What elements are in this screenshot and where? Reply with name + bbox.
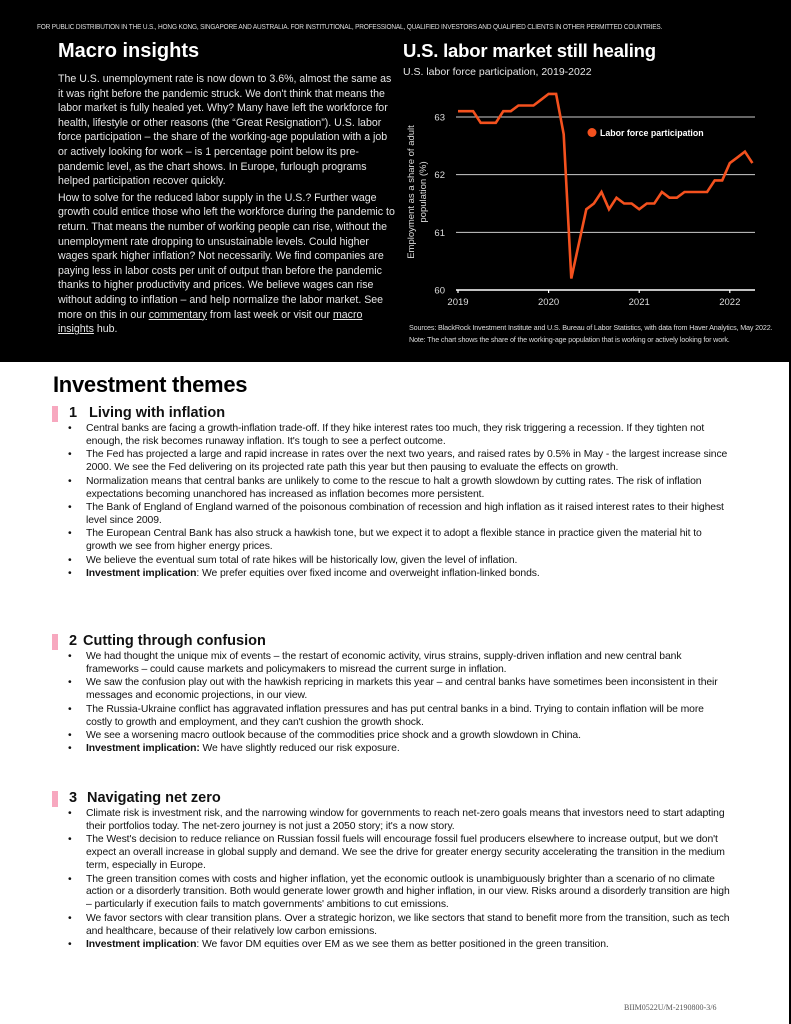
theme-bullet-list bbox=[68, 808, 732, 952]
bullet-icon: • bbox=[68, 873, 72, 885]
chart-title: U.S. labor market still healing bbox=[403, 40, 656, 61]
macro-paragraph-2-text: How to solve for the reduced labor supply in the U.S.? Further wage growth could entice those who left the workforce during the pandemic to return. That means the number of working people can rise, without the unemployment rate dropping to unsustainable levels. Could higher wages spark higher inflation? Not necessarily. We find companies are paying less in labor costs per unit of output than before the pandemic thanks to higher productivity and prices. We believe wages can rise without adding to inflation – and help normalize the labor market. See more on this in our bbox=[58, 191, 395, 321]
bullet-text: The European Central Bank has also struck a hawkish tone, but we expect it to adopt a flexible stance in practice given the material hit to growth we see from higher energy prices. bbox=[86, 528, 702, 553]
theme-bullet-item bbox=[68, 651, 732, 677]
bullet-bold-label: Investment implication bbox=[86, 939, 197, 951]
theme-name: Navigating net zero bbox=[87, 790, 221, 806]
bullet-icon: • bbox=[68, 743, 72, 755]
bullet-text: The Bank of England of England warned of the poisonous combination of recession and high inflation as it raised interest rates to their highest level since 2009. bbox=[86, 501, 724, 526]
bullet-text: The Russia-Ukraine conflict has aggravated inflation pressures and has put central banks in a bind. Trying to contain inflation will be more costly to growth and employment, and they can't cushion the growth shock. bbox=[86, 703, 704, 728]
chart-y-tick-label: 60 bbox=[434, 285, 445, 297]
bullet-text: We believe the eventual sum total of rate hikes will be historically low, given the level of inflation. bbox=[86, 554, 518, 566]
theme-accent-bar bbox=[52, 406, 58, 422]
chart-legend bbox=[588, 128, 704, 138]
chart-y-tick-label: 63 bbox=[434, 112, 445, 124]
theme-section bbox=[52, 790, 732, 952]
theme-bullet-item bbox=[68, 528, 732, 554]
bullet-icon: • bbox=[68, 912, 72, 924]
theme-bullet-item bbox=[68, 743, 732, 756]
bullet-icon: • bbox=[68, 651, 72, 662]
theme-bullet-item bbox=[68, 449, 732, 475]
bullet-icon: • bbox=[68, 501, 72, 513]
theme-bullet-list bbox=[68, 651, 732, 756]
chart-y-tick-label: 61 bbox=[434, 227, 445, 239]
chart-y-tick-label: 62 bbox=[434, 170, 445, 182]
investment-themes-title: Investment themes bbox=[53, 372, 248, 397]
theme-heading bbox=[52, 633, 732, 651]
bullet-icon: • bbox=[68, 423, 72, 434]
theme-accent-bar bbox=[52, 791, 58, 807]
bullet-icon: • bbox=[68, 808, 72, 819]
macro-paragraph-2-end: hub. bbox=[93, 323, 118, 336]
bullet-text: We see a worsening macro outlook because of the commodities price shock and a growth slowdown in China. bbox=[86, 729, 581, 741]
chart-x-tick-label: 2021 bbox=[628, 297, 650, 308]
theme-bullet-item bbox=[68, 730, 732, 743]
theme-bullet-item bbox=[68, 939, 732, 952]
theme-number: 1 bbox=[69, 405, 78, 421]
bullet-icon: • bbox=[68, 449, 72, 461]
macro-paragraph-1: The U.S. unemployment rate is now down to 3.6%, almost the same as it was right before the pandemic struck. We don't think that means the labor market is fully healed yet. Why? Many have left the workforce for health, lifestyle or other reasons (the “Great Resignation”). U.S. labor force participation – the share of the working-age population with a job or actively looking for work – is 1 percentage point below its pre-pandemic level, as the chart shows. In Europe, furlough programs helped participation recover quickly. bbox=[58, 73, 392, 188]
theme-bullet-item bbox=[68, 423, 732, 449]
bullet-icon: • bbox=[68, 567, 72, 579]
bullet-icon: • bbox=[68, 834, 72, 846]
chart-x-tick-label: 2020 bbox=[538, 297, 560, 308]
chart-y-axis-label-line2: population (%) bbox=[418, 161, 429, 223]
theme-bullet-item bbox=[68, 834, 732, 873]
theme-bullet-item bbox=[68, 677, 732, 703]
bullet-text: Central banks are facing a growth-inflation trade-off. If they hike interest rates too much, they risk triggering a recession. If they tighten not enough, the risk becomes runaway inflation. It's tough to see a perfect outcome. bbox=[86, 423, 705, 447]
bullet-text: Normalization means that central banks are unlikely to come to the rescue to halt a growth slowdown by cutting rates. The risk of inflation expectations becoming unanchored has increased as inflation becomes more persistent. bbox=[86, 475, 702, 500]
legend-marker-icon bbox=[588, 128, 597, 137]
chart-x-tick-label: 2019 bbox=[447, 297, 469, 308]
bullet-icon: • bbox=[68, 729, 72, 741]
chart-series-line bbox=[458, 94, 752, 279]
bullet-text: The West's decision to reduce reliance on Russian fossil fuels will encourage fossil fuel producers elsewhere to increase output, but we don't expect an overall increase in global supply and demand. We see the drive for greater energy security accelerating the transition in the medium term, especially in Europe. bbox=[86, 834, 725, 872]
distribution-disclaimer: FOR PUBLIC DISTRIBUTION IN THE U.S., HONG KONG, SINGAPORE AND AUSTRALIA. FOR INSTITUTIONAL, PROFESSIONAL, QUALIFIED INVESTORS AND QUALIFIED CLIENTS IN OTHER PERMITTED COUNTRIES. bbox=[37, 24, 663, 31]
bullet-text: We favor sectors with clear transition plans. Over a strategic horizon, we like sectors that stand to benefit more from the transition, such as tech and healthcare, because of their relatively low carbon emissions. bbox=[86, 912, 730, 937]
theme-bullet-list bbox=[68, 423, 732, 581]
theme-heading bbox=[52, 405, 732, 423]
bullet-bold-label: Investment implication: bbox=[86, 743, 200, 755]
bullet-text: We saw the confusion play out with the hawkish repricing in markets this year – and central banks have sometimes been inconsistent in their messages and economic projections, in our view. bbox=[86, 677, 718, 702]
theme-accent-bar bbox=[52, 634, 58, 650]
theme-section bbox=[52, 405, 732, 581]
theme-bullet-item bbox=[68, 874, 732, 913]
theme-number: 2 bbox=[69, 633, 78, 649]
theme-section bbox=[52, 633, 732, 757]
bullet-text: : We prefer equities over fixed income and overweight inflation-linked bonds. bbox=[196, 567, 540, 579]
chart-subtitle: U.S. labor force participation, 2019-2022 bbox=[403, 66, 592, 78]
bullet-text: Climate risk is investment risk, and the narrowing window for governments to reach net-zero goals means that investors need to start adapting their portfolios today. The net-zero journey is not just a 2050 story; it's a now story. bbox=[86, 808, 725, 832]
theme-name: Living with inflation bbox=[89, 405, 226, 421]
bullet-text: We had thought the unique mix of events – the restart of economic activity, virus strains, supply-driven inflation and new central bank frameworks – could cause markets and policymakers to misread the current surge in inflation. bbox=[86, 651, 682, 675]
macro-paragraph-2-mid: from last week or visit our bbox=[206, 308, 333, 321]
document-code: BIIM0522U/M-2190800-3/6 bbox=[624, 1003, 717, 1012]
chart-x-tick-label: 2022 bbox=[719, 297, 741, 308]
bullet-text: : We favor DM equities over EM as we see them as better positioned in the green transition. bbox=[196, 939, 609, 951]
chart-x-ticks bbox=[447, 290, 740, 308]
theme-bullet-item bbox=[68, 555, 732, 568]
commentary-link[interactable]: commentary bbox=[148, 308, 207, 321]
macro-insights-body bbox=[58, 72, 398, 339]
legend-label: Labor force participation bbox=[600, 128, 704, 138]
chart-source-note: Sources: BlackRock Investment Institute and U.S. Bureau of Labor Statistics, with data from Haver Analytics, May 2022. Note: The chart shows the share of the working-age population that is working or actively looking for work. bbox=[409, 323, 773, 344]
bullet-text: The Fed has projected a large and rapid increase in rates over the next two years, and raised rates by 0.5% in May - the largest increase since 2000. We see the Fed delivering on its projected rate path this year but then pausing to evaluate the effects on growth. bbox=[86, 449, 728, 474]
bullet-icon: • bbox=[68, 528, 72, 540]
bullet-icon: • bbox=[68, 554, 72, 566]
chart-y-ticks bbox=[434, 113, 445, 297]
theme-bullet-item bbox=[68, 476, 732, 502]
chart-series bbox=[458, 94, 753, 279]
bullet-icon: • bbox=[68, 703, 72, 715]
macro-paragraph-2 bbox=[58, 191, 398, 337]
theme-name: Cutting through confusion bbox=[83, 633, 266, 649]
bullet-text: We have slightly reduced our risk exposure. bbox=[199, 743, 400, 755]
bullet-text: The green transition comes with costs and higher inflation, yet the economic outlook is unambiguously brighter than a scenario of no climate action or a disorderly transition. Both would generate lower growth and higher inflation, in our view. Risks around a disorderly transition are high – particularly if execution fails to match governments' ambitions to cut emissions. bbox=[86, 873, 730, 911]
bullet-bold-label: Investment implication bbox=[86, 567, 197, 579]
theme-bullet-item bbox=[68, 913, 732, 939]
theme-bullet-item bbox=[68, 502, 732, 528]
theme-bullet-item bbox=[68, 704, 732, 730]
theme-bullet-item bbox=[68, 808, 732, 834]
theme-bullet-item bbox=[68, 568, 732, 581]
macro-header-panel bbox=[0, 0, 791, 362]
theme-heading bbox=[52, 790, 732, 808]
chart-y-axis-label: Employment as a share of adult bbox=[406, 125, 417, 259]
macro-insights-title: Macro insights bbox=[58, 40, 200, 62]
bullet-icon: • bbox=[68, 677, 72, 689]
theme-number: 3 bbox=[69, 790, 78, 806]
bullet-icon: • bbox=[68, 939, 72, 951]
bullet-icon: • bbox=[68, 475, 72, 487]
labor-participation-chart bbox=[400, 80, 780, 320]
macro-insights-link[interactable]: macro insights bbox=[58, 308, 363, 336]
